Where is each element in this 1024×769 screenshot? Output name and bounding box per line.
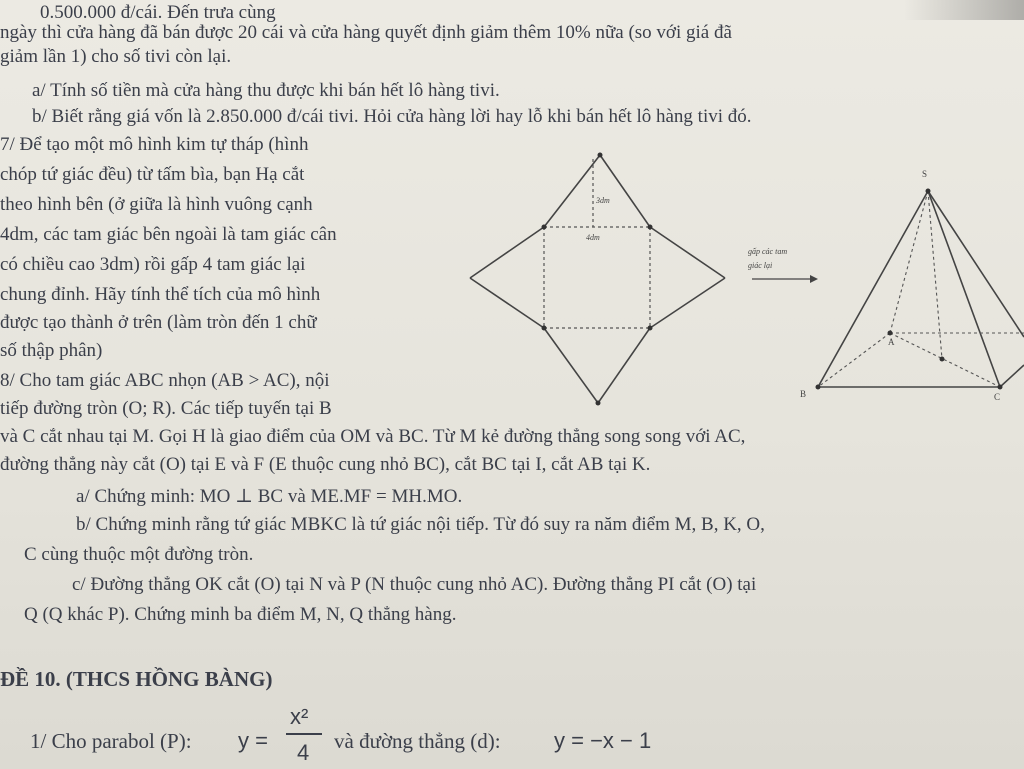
net-edge bbox=[470, 278, 544, 328]
net-vertex bbox=[542, 225, 547, 230]
pyramid-edge bbox=[928, 191, 1000, 387]
apex-point bbox=[926, 189, 931, 194]
net-edge bbox=[470, 227, 544, 278]
equation-line: y = −x − 1 bbox=[554, 728, 652, 753]
problem-8b-cont: C cùng thuộc một đường tròn. bbox=[24, 544, 254, 565]
problem-8-line: 8/ Cho tam giác ABC nhọn (AB > AC), nội bbox=[0, 370, 330, 391]
problem-7-line: 4dm, các tam giác bên ngoài là tam giác cân bbox=[0, 224, 337, 245]
question-7b: b/ Biết rằng giá vốn là 2.850.000 đ/cái tivi. Hỏi cửa hàng lời hay lỗ khi bán hết lô hàng tivi đó. bbox=[32, 106, 752, 127]
net-vertex bbox=[648, 326, 653, 331]
problem-8c-cont: Q (Q khác P). Chứng minh ba điểm M, N, Q thẳng hàng. bbox=[24, 604, 457, 625]
problem-8-line: và C cắt nhau tại M. Gọi H là giao điểm của OM và BC. Từ M kẻ đường thẳng song song với AC, bbox=[0, 426, 746, 447]
photo-shadow bbox=[904, 0, 1024, 20]
net-vertex bbox=[596, 401, 601, 406]
vertex-label-c: C bbox=[994, 392, 1001, 402]
net-edge bbox=[598, 328, 650, 403]
question-7a: a/ Tính số tiền mà cửa hàng thu được khi bán hết lô hàng tivi. bbox=[32, 80, 500, 101]
problem-7-line: số thập phân) bbox=[0, 340, 103, 361]
problem-8-line: đường thẳng này cắt (O) tại E và F (E thuộc cung nhỏ BC), cắt BC tại I, cắt AB tại K. bbox=[0, 454, 651, 475]
problem-7-line: có chiều cao 3dm) rồi gấp 4 tam giác lại bbox=[0, 254, 306, 275]
net-edge bbox=[650, 227, 725, 278]
apex-label: S bbox=[922, 169, 928, 179]
problem-8b: b/ Chứng minh rằng tứ giác MBKC là tứ giác nội tiếp. Từ đó suy ra năm điểm M, B, K, O, bbox=[76, 514, 765, 535]
fraction-numerator: x² bbox=[290, 704, 309, 729]
net-vertex bbox=[598, 153, 603, 158]
vertex-label-b: B bbox=[800, 389, 807, 399]
problem-7-line: chung đỉnh. Hãy tính thể tích của mô hình bbox=[0, 284, 321, 305]
net-edge bbox=[650, 278, 725, 328]
height-label: 3dm bbox=[596, 196, 610, 205]
pyramid-edge bbox=[928, 191, 1024, 337]
pyramid-diagram bbox=[790, 165, 1024, 405]
side-label: 4dm bbox=[586, 233, 600, 242]
fraction-denominator: 4 bbox=[297, 740, 310, 765]
vertex-point bbox=[888, 331, 893, 336]
problem-1-intro: 1/ Cho parabol (P): bbox=[30, 729, 192, 753]
problem-7-line: chóp tứ giác đều) từ tấm bìa, bạn Hạ cắt bbox=[0, 164, 305, 185]
net-vertex bbox=[542, 326, 547, 331]
hidden-edge bbox=[890, 191, 928, 333]
hidden-edge bbox=[818, 333, 890, 387]
problem-7-line: 7/ Để tạo một mô hình kim tự tháp (hình bbox=[0, 134, 309, 155]
problem-7-line: được tạo thành ở trên (làm tròn đến 1 chữ bbox=[0, 312, 317, 333]
text-line: ngày thì cửa hàng đã bán được 20 cái và cửa hàng quyết định giảm thêm 10% nữa (so với giá đã bbox=[0, 22, 732, 43]
vertex-point bbox=[816, 385, 821, 390]
fraction-bar bbox=[286, 733, 322, 735]
vertex-point bbox=[998, 385, 1003, 390]
problem-1-mid: và đường thẳng (d): bbox=[334, 729, 501, 753]
net-vertex bbox=[648, 225, 653, 230]
pyramid-edge bbox=[818, 191, 928, 387]
problem-8c: c/ Đường thẳng OK cắt (O) tại N và P (N thuộc cung nhỏ AC). Đường thẳng PI cắt (O) tại bbox=[72, 574, 757, 595]
vertex-label-a: A bbox=[888, 337, 895, 347]
net-edge bbox=[600, 155, 650, 227]
net-diagram bbox=[460, 145, 750, 415]
fold-label-1: gấp các tam bbox=[748, 247, 788, 256]
problem-8-line: tiếp đường tròn (O; R). Các tiếp tuyến tại B bbox=[0, 398, 332, 419]
pyramid-edge bbox=[1000, 365, 1024, 387]
equation-lhs: y = bbox=[238, 728, 268, 753]
problem-7-line: theo hình bên (ở giữa là hình vuông cạnh bbox=[0, 194, 313, 215]
net-edge bbox=[544, 155, 600, 227]
section-heading: ĐỀ 10. (THCS HỒNG BÀNG) bbox=[0, 667, 273, 691]
pyramid-height bbox=[928, 191, 942, 359]
text-line: 0.500.000 đ/cái. Đến trưa cùng bbox=[40, 2, 276, 23]
problem-8a: a/ Chứng minh: MO ⊥ BC và ME.MF = MH.MO. bbox=[76, 486, 463, 507]
net-edge bbox=[544, 328, 598, 403]
text-line: giảm lần 1) cho số tivi còn lại. bbox=[0, 46, 232, 67]
center-point bbox=[940, 357, 945, 362]
fold-label-2: giác lại bbox=[748, 261, 773, 270]
